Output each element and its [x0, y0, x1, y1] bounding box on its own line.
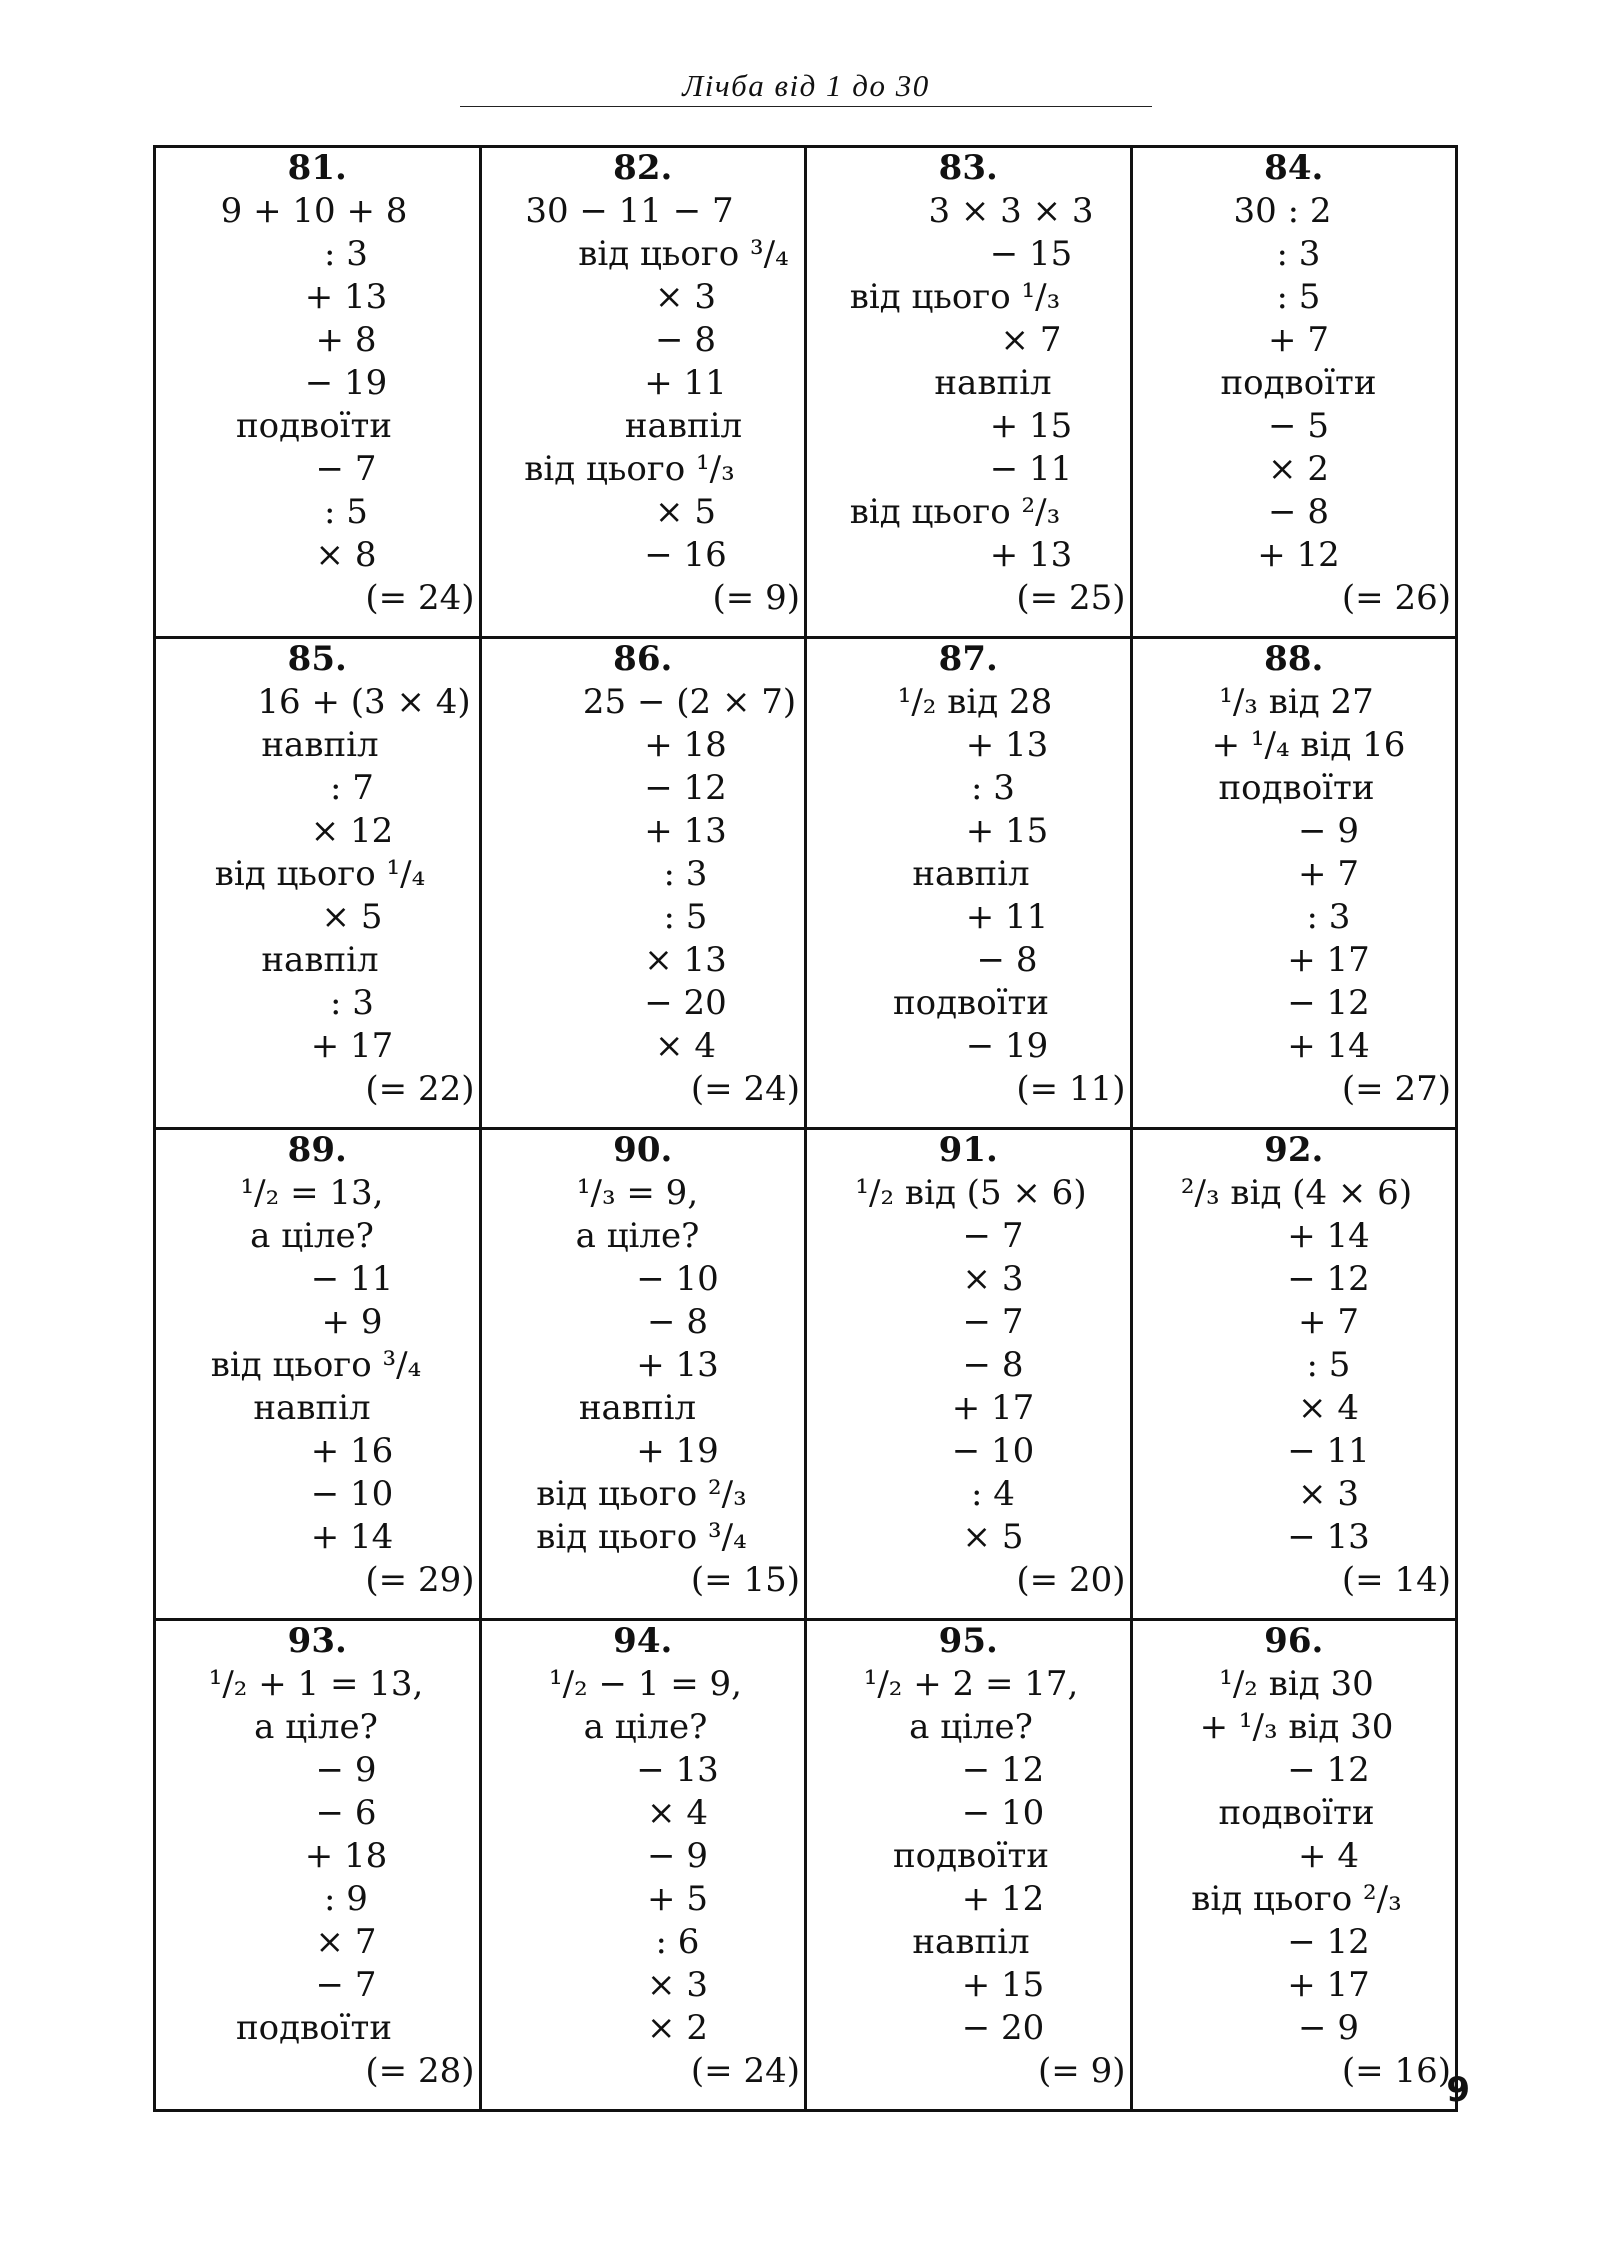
- exercise-step: від цього ²/₃: [536, 1474, 747, 1514]
- exercise-step: − 12: [1287, 983, 1370, 1023]
- grid-row: [155, 1620, 1457, 2111]
- grid-row: [155, 1129, 1457, 1620]
- exercise-step: : 3: [324, 234, 368, 274]
- exercise-step: − 11: [1287, 1431, 1370, 1471]
- exercise-step: + 18: [644, 725, 727, 765]
- exercise-step: 30 − 11 − 7: [525, 191, 734, 231]
- exercise-step: навпіл: [934, 363, 1052, 403]
- exercise-step: : 3: [330, 983, 374, 1023]
- exercise-step: подвоїти: [235, 406, 393, 446]
- exercise-step: від цього ¹/₃: [849, 277, 1061, 317]
- exercise-cell-90: [480, 1129, 806, 1620]
- exercise-card: [807, 639, 1130, 1127]
- exercise-number: 82.: [613, 148, 673, 188]
- exercise-step: : 5: [1306, 1345, 1351, 1385]
- exercise-cell-89: [155, 1129, 481, 1620]
- exercise-step: − 10: [961, 1793, 1045, 1833]
- exercise-step: − 9: [1298, 811, 1359, 851]
- exercise-answer: (= 25): [1016, 578, 1126, 618]
- exercise-step: : 5: [663, 897, 708, 937]
- exercise-step: 3 × 3 × 3: [928, 191, 1094, 231]
- exercise-step: від цього ³/₄: [536, 1517, 747, 1557]
- exercise-step: × 5: [655, 492, 716, 532]
- exercise-step: подвоїти: [1218, 1793, 1375, 1833]
- exercise-answer: (= 9): [1038, 2051, 1126, 2091]
- exercise-step: − 7: [962, 1216, 1024, 1256]
- exercise-number: 95.: [938, 1621, 998, 1661]
- exercise-step: × 3: [1298, 1474, 1359, 1514]
- exercise-step: ¹/₃ від 27: [1219, 682, 1374, 722]
- exercise-answer: (= 20): [1016, 1560, 1126, 1600]
- grid-row: [155, 638, 1457, 1129]
- exercise-step: × 2: [1268, 449, 1329, 489]
- exercise-step: − 10: [951, 1431, 1035, 1471]
- exercise-step: від цього ³/₄: [210, 1345, 422, 1385]
- exercise-card: [1133, 1130, 1456, 1618]
- exercise-step: + 17: [310, 1026, 394, 1066]
- exercise-step: ²/₃ від (4 × 6): [1180, 1173, 1413, 1213]
- exercise-step: навпіл: [912, 854, 1030, 894]
- exercise-step: + 15: [989, 406, 1073, 446]
- exercise-step: − 13: [1287, 1517, 1370, 1557]
- exercise-step: − 9: [315, 1750, 377, 1790]
- exercise-answer: (= 16): [1341, 2051, 1451, 2091]
- exercise-step: × 4: [1298, 1388, 1359, 1428]
- exercise-answer: (= 28): [365, 2051, 475, 2091]
- exercise-step: − 19: [965, 1026, 1049, 1066]
- exercise-step: + 12: [1257, 535, 1340, 575]
- exercise-step: ¹/₂ від 30: [1219, 1664, 1374, 1704]
- exercise-answer: (= 9): [712, 578, 800, 618]
- exercise-step: × 13: [644, 940, 727, 980]
- exercise-step: подвоїти: [1218, 768, 1375, 808]
- exercise-step: а ціле?: [583, 1707, 708, 1747]
- exercise-step: навпіл: [261, 725, 379, 765]
- exercise-step: навпіл: [261, 940, 379, 980]
- exercise-step: подвоїти: [892, 1836, 1050, 1876]
- exercise-step: + 15: [961, 1965, 1045, 2005]
- exercise-step: − 5: [1268, 406, 1329, 446]
- exercise-step: ¹/₂ від 28: [897, 682, 1053, 722]
- exercise-card: [156, 148, 479, 636]
- exercise-answer: (= 14): [1341, 1560, 1451, 1600]
- exercise-cell-87: [806, 638, 1132, 1129]
- exercise-card: [482, 1130, 805, 1618]
- grid-row: [155, 147, 1457, 638]
- exercise-step: − 12: [1287, 1922, 1370, 1962]
- exercise-step: − 8: [962, 1345, 1024, 1385]
- exercise-step: − 8: [1268, 492, 1329, 532]
- exercise-number: 93.: [287, 1621, 347, 1661]
- exercise-step: − 12: [644, 768, 727, 808]
- exercise-step: ¹/₂ + 2 = 17,: [863, 1664, 1079, 1704]
- exercise-step: + 17: [1287, 940, 1370, 980]
- exercise-step: + 11: [965, 897, 1049, 937]
- exercise-number: 88.: [1264, 639, 1324, 679]
- exercise-step: + 13: [989, 535, 1073, 575]
- exercise-step: + 14: [1287, 1026, 1370, 1066]
- exercise-step: ¹/₂ + 1 = 13,: [208, 1664, 424, 1704]
- exercise-answer: (= 24): [365, 578, 475, 618]
- exercise-card: [1133, 1621, 1456, 2109]
- exercise-step: а ціле?: [575, 1216, 700, 1256]
- exercise-step: ¹/₂ = 13,: [240, 1173, 384, 1213]
- exercise-grid: [153, 145, 1458, 2112]
- exercise-step: від цього ²/₃: [1191, 1879, 1402, 1919]
- exercise-step: − 8: [647, 1302, 708, 1342]
- exercise-step: + 15: [965, 811, 1049, 851]
- exercise-step: − 11: [310, 1259, 394, 1299]
- exercise-answer: (= 29): [365, 1560, 475, 1600]
- exercise-step: а ціле?: [254, 1707, 378, 1747]
- exercise-step: + 13: [636, 1345, 719, 1385]
- exercise-step: × 5: [962, 1517, 1024, 1557]
- exercise-step: − 10: [310, 1474, 394, 1514]
- exercise-card: [1133, 148, 1456, 636]
- exercise-step: + 17: [1287, 1965, 1370, 2005]
- exercise-step: × 3: [647, 1965, 708, 2005]
- exercise-step: − 8: [976, 940, 1038, 980]
- exercise-step: − 19: [304, 363, 388, 403]
- exercise-step: ¹/₂ від (5 × 6): [855, 1173, 1087, 1213]
- exercise-step: + ¹/₄ від 16: [1211, 725, 1406, 765]
- exercise-card: [807, 1621, 1130, 2109]
- exercise-number: 83.: [938, 148, 998, 188]
- exercise-cell-81: [155, 147, 481, 638]
- exercise-step: навпіл: [624, 406, 743, 446]
- exercise-step: + 19: [636, 1431, 719, 1471]
- exercise-step: − 7: [315, 1965, 377, 2005]
- exercise-step: + 13: [304, 277, 388, 317]
- exercise-step: − 7: [315, 449, 377, 489]
- exercise-card: [807, 1130, 1130, 1618]
- exercise-card: [1133, 639, 1456, 1127]
- exercise-step: × 8: [315, 535, 377, 575]
- exercise-step: 9 + 10 + 8: [220, 191, 408, 231]
- exercise-step: − 20: [961, 2008, 1045, 2048]
- exercise-step: − 13: [636, 1750, 719, 1790]
- exercise-step: + 7: [1298, 854, 1359, 894]
- exercise-step: − 8: [655, 320, 716, 360]
- exercise-card: [482, 148, 805, 636]
- exercise-step: ¹/₃ = 9,: [576, 1173, 699, 1213]
- exercise-step: × 7: [315, 1922, 377, 1962]
- exercise-step: × 7: [1000, 320, 1062, 360]
- exercise-step: навпіл: [912, 1922, 1030, 1962]
- exercise-card: [156, 1621, 479, 2109]
- exercise-step: 25 − (2 × 7): [582, 682, 797, 722]
- exercise-step: : 9: [324, 1879, 368, 1919]
- exercise-cell-82: [480, 147, 806, 638]
- exercise-number: 81.: [287, 148, 347, 188]
- exercise-step: − 6: [315, 1793, 377, 1833]
- exercise-step: + 13: [644, 811, 727, 851]
- exercise-step: + 14: [310, 1517, 394, 1557]
- exercise-step: × 5: [321, 897, 383, 937]
- exercise-step: − 12: [1287, 1750, 1370, 1790]
- exercise-step: : 7: [330, 768, 374, 808]
- exercise-number: 85.: [287, 639, 347, 679]
- exercise-step: − 20: [644, 983, 727, 1023]
- exercise-step: + ¹/₃ від 30: [1199, 1707, 1394, 1747]
- exercise-cell-88: [1131, 638, 1457, 1129]
- exercise-step: − 16: [644, 535, 727, 575]
- exercise-number: 91.: [938, 1130, 998, 1170]
- exercise-cell-83: [806, 147, 1132, 638]
- exercise-step: 16 + (3 × 4): [257, 682, 471, 722]
- exercise-step: + 14: [1287, 1216, 1370, 1256]
- page-number: 9: [1446, 2070, 1470, 2110]
- exercise-step: × 4: [647, 1793, 708, 1833]
- exercise-step: навпіл: [578, 1388, 697, 1428]
- exercise-step: : 3: [1306, 897, 1351, 937]
- exercise-step: + 8: [315, 320, 377, 360]
- exercise-step: − 10: [636, 1259, 719, 1299]
- exercise-answer: (= 11): [1016, 1069, 1126, 1109]
- exercise-step: : 6: [655, 1922, 700, 1962]
- running-header: Лічба від 1 до 30: [682, 68, 930, 103]
- exercise-step: − 12: [961, 1750, 1045, 1790]
- exercise-step: : 4: [971, 1474, 1015, 1514]
- exercise-step: : 5: [1276, 277, 1321, 317]
- exercise-answer: (= 24): [690, 1069, 800, 1109]
- exercise-answer: (= 15): [690, 1560, 800, 1600]
- exercise-cell-95: [806, 1620, 1132, 2111]
- exercise-step: : 3: [1276, 234, 1321, 274]
- exercise-step: + 7: [1268, 320, 1329, 360]
- exercise-step: + 5: [647, 1879, 708, 1919]
- exercise-step: + 12: [961, 1879, 1045, 1919]
- exercise-step: × 12: [310, 811, 394, 851]
- exercise-step: − 9: [647, 1836, 708, 1876]
- exercise-step: − 9: [1298, 2008, 1359, 2048]
- exercise-step: + 17: [951, 1388, 1035, 1428]
- exercise-card: [156, 1130, 479, 1618]
- exercise-step: ¹/₂ − 1 = 9,: [549, 1664, 742, 1704]
- exercise-answer: (= 22): [365, 1069, 475, 1109]
- exercise-answer: (= 24): [690, 2051, 800, 2091]
- exercise-cell-85: [155, 638, 481, 1129]
- exercise-step: − 15: [989, 234, 1073, 274]
- exercise-card: [482, 1621, 805, 2109]
- exercise-cell-84: [1131, 147, 1457, 638]
- exercise-cell-94: [480, 1620, 806, 2111]
- exercise-card: [156, 639, 479, 1127]
- exercise-cell-92: [1131, 1129, 1457, 1620]
- exercise-step: + 16: [310, 1431, 394, 1471]
- exercise-step: від цього ³/₄: [578, 234, 789, 274]
- exercise-step: − 7: [962, 1302, 1024, 1342]
- exercise-step: подвоїти: [235, 2008, 393, 2048]
- exercise-step: : 5: [324, 492, 368, 532]
- exercise-answer: (= 27): [1341, 1069, 1451, 1109]
- exercise-step: × 4: [655, 1026, 716, 1066]
- exercise-step: : 3: [971, 768, 1015, 808]
- exercise-step: + 7: [1298, 1302, 1359, 1342]
- exercise-number: 96.: [1264, 1621, 1324, 1661]
- exercise-step: − 12: [1287, 1259, 1370, 1299]
- exercise-step: від цього ¹/₃: [524, 449, 735, 489]
- exercise-cell-86: [480, 638, 806, 1129]
- exercise-cell-91: [806, 1129, 1132, 1620]
- exercise-step: від цього ²/₃: [849, 492, 1061, 532]
- exercise-step: : 3: [663, 854, 708, 894]
- header-rule: [460, 106, 1152, 107]
- exercise-step: + 18: [304, 1836, 388, 1876]
- exercise-card: [482, 639, 805, 1127]
- exercise-cell-96: [1131, 1620, 1457, 2111]
- exercise-card: [807, 148, 1130, 636]
- exercise-step: + 13: [965, 725, 1049, 765]
- exercise-step: + 9: [321, 1302, 383, 1342]
- exercise-number: 94.: [613, 1621, 673, 1661]
- exercise-step: від цього ¹/₄: [214, 854, 426, 894]
- exercise-number: 86.: [613, 639, 673, 679]
- exercise-number: 90.: [613, 1130, 673, 1170]
- exercise-answer: (= 26): [1341, 578, 1451, 618]
- exercise-step: − 11: [989, 449, 1073, 489]
- exercise-number: 92.: [1264, 1130, 1324, 1170]
- exercise-step: × 2: [647, 2008, 708, 2048]
- exercise-number: 89.: [287, 1130, 347, 1170]
- exercise-step: 30 : 2: [1233, 191, 1332, 231]
- exercise-number: 87.: [938, 639, 998, 679]
- exercise-step: × 3: [962, 1259, 1024, 1299]
- exercise-number: 84.: [1264, 148, 1324, 188]
- exercise-step: + 11: [644, 363, 727, 403]
- exercise-cell-93: [155, 1620, 481, 2111]
- exercise-step: а ціле?: [250, 1216, 374, 1256]
- exercise-step: × 3: [655, 277, 716, 317]
- exercise-step: подвоїти: [892, 983, 1050, 1023]
- exercise-step: а ціле?: [909, 1707, 1033, 1747]
- exercise-step: подвоїти: [1220, 363, 1377, 403]
- exercise-step: + 4: [1298, 1836, 1359, 1876]
- exercise-step: навпіл: [253, 1388, 371, 1428]
